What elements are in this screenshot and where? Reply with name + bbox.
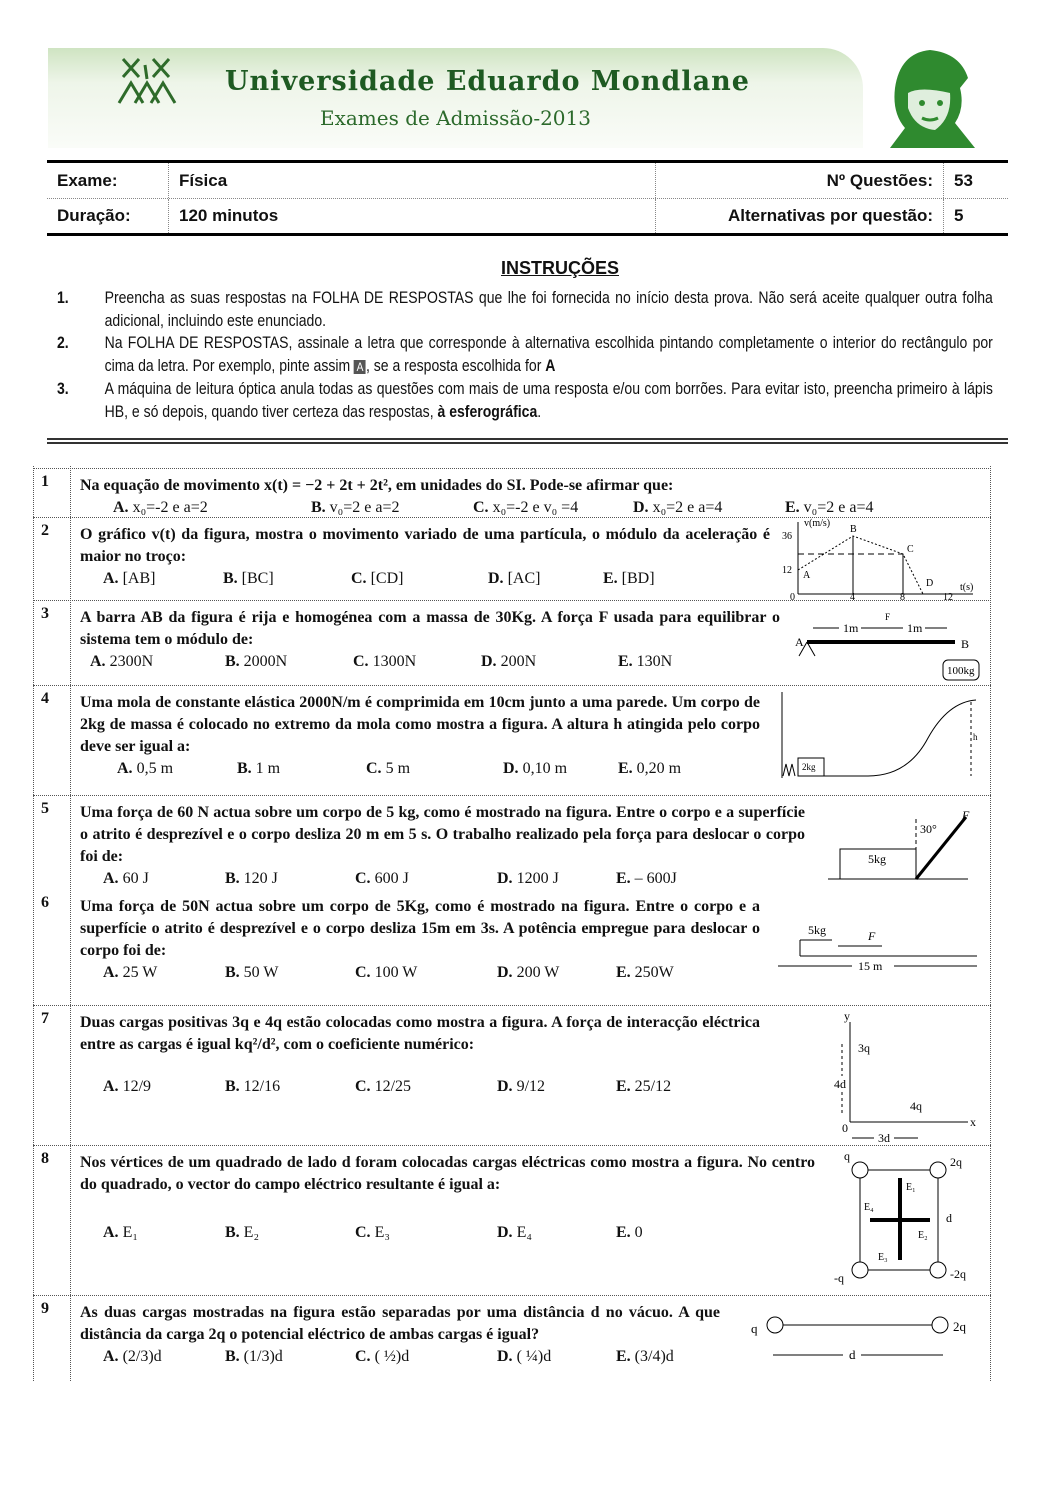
option-text: 12/25	[374, 1078, 412, 1095]
field-label: E₁	[906, 1182, 916, 1193]
option-letter: C.	[355, 964, 371, 981]
option-b[interactable]	[225, 1076, 280, 1098]
question-number: 1	[41, 473, 49, 490]
option-c[interactable]	[351, 568, 403, 590]
option-text: [BD]	[621, 570, 655, 587]
option-text: v₀=2 e a=2	[329, 499, 400, 516]
option-text: x₀=2 e a=4	[652, 499, 723, 516]
option-letter: A.	[103, 964, 119, 981]
height-label: h	[973, 732, 978, 742]
instruction-2	[57, 332, 993, 378]
velocity-time-graph	[778, 518, 988, 600]
question-number: 3	[41, 605, 49, 622]
two-charges-figure	[745, 1305, 975, 1365]
option-letter: C.	[351, 570, 367, 587]
origin-label: 0	[842, 1121, 848, 1135]
option-letter: D.	[503, 760, 519, 777]
option-text: E₁	[122, 1224, 138, 1241]
option-letter: B.	[237, 760, 252, 777]
option-b[interactable]	[225, 1222, 259, 1244]
force-label: F	[885, 612, 891, 622]
v-curve	[798, 536, 923, 594]
distance-label: d	[849, 1347, 856, 1362]
option-a[interactable]	[103, 1222, 138, 1244]
inclined-force-figure	[828, 805, 978, 885]
option-letter: D.	[481, 653, 497, 670]
instruction-text-a: A máquina de leitura óptica anula todas as questões com mais de uma resposta e/ou com borrões. Para evitar isto, preencha primeiro à lápis HB, e só depois, quando tiver certeza das respostas,	[104, 380, 993, 421]
duration-label: Duração:	[57, 206, 131, 225]
charge-label: -q	[834, 1271, 844, 1285]
option-text: 0,10 m	[522, 760, 568, 777]
option-text: [AC]	[507, 570, 541, 587]
mass-label: 5kg	[808, 923, 826, 937]
charge-q: q	[751, 1321, 758, 1336]
option-text: 1200 J	[516, 870, 559, 887]
bar-figure	[795, 610, 985, 685]
field-label: E₃	[878, 1252, 888, 1263]
option-text: E₄	[516, 1224, 532, 1241]
option-text: 1 m	[255, 760, 281, 777]
option-a[interactable]	[103, 962, 157, 984]
option-text: [AB]	[122, 570, 156, 587]
option-a[interactable]	[103, 1076, 151, 1098]
charge-label: 2q	[950, 1155, 962, 1169]
option-text: 50 W	[243, 964, 279, 981]
y-axis-label: v(m/s)	[804, 518, 831, 529]
distance-label: 1m	[907, 621, 923, 635]
point-b: B	[961, 637, 970, 651]
question-text: A barra AB da figura é rija e homogénea com a massa de 30Kg. A força F usada para equilibrar o sistema tem o módulo de:	[80, 609, 780, 648]
option-letter: A.	[103, 570, 119, 587]
x-tick: 0	[790, 592, 795, 600]
option-text: E₃	[374, 1224, 390, 1241]
exam-info-table	[47, 160, 1008, 236]
distance-label: 4d	[834, 1077, 846, 1091]
option-text: 200N	[500, 653, 537, 670]
option-b[interactable]	[225, 1346, 283, 1368]
option-e[interactable]	[618, 651, 672, 673]
option-letter: D.	[633, 499, 649, 516]
option-a[interactable]	[103, 868, 149, 890]
option-letter: A.	[103, 870, 119, 887]
instruction-text: Preencha as suas respostas na FOLHA DE RESPOSTAS que lhe foi fornecida no início desta prova. Não será aceite qualquer outra folha adicional, incluindo este enunciado.	[104, 289, 993, 330]
point-label: B	[850, 524, 857, 535]
option-text: (2/3)d	[122, 1348, 162, 1365]
option-b[interactable]	[237, 758, 280, 780]
x-tick: 4	[850, 592, 855, 600]
option-text: 100 W	[374, 964, 418, 981]
option-text: 130N	[636, 653, 673, 670]
option-text: x₀=-2 e v₀ =4	[492, 499, 579, 516]
option-letter: B.	[225, 653, 240, 670]
option-letter: A.	[103, 1224, 119, 1241]
option-text: 9/12	[516, 1078, 546, 1095]
option-text: x₀=-2 e a=2	[132, 499, 208, 516]
option-letter: B.	[225, 1078, 240, 1095]
option-b[interactable]	[225, 651, 287, 673]
option-letter: D.	[497, 964, 513, 981]
charge-3q: 3q	[858, 1041, 870, 1055]
option-text: [CD]	[370, 570, 404, 587]
option-letter: C.	[473, 499, 489, 516]
option-e[interactable]	[618, 758, 681, 780]
founder-portrait	[880, 48, 975, 148]
option-letter: A.	[117, 760, 133, 777]
option-text: 0,20 m	[636, 760, 682, 777]
option-text: 600 J	[374, 870, 409, 887]
distance-label: 1m	[843, 621, 859, 635]
option-d[interactable]	[481, 651, 536, 673]
charge-2q: 2q	[953, 1319, 966, 1334]
option-text: 25/12	[634, 1078, 672, 1095]
question-text: Duas cargas positivas 3q e 4q estão colocadas como mostra a figura. A força de interacção eléctrica entre as cargas é igual kq²/d², com o coeficiente numérico:	[80, 1014, 760, 1053]
option-letter: E.	[616, 1078, 631, 1095]
y-axis-label: y	[844, 1010, 850, 1023]
option-b[interactable]	[223, 568, 274, 590]
instructions-title: INSTRUÇÕES	[500, 258, 619, 278]
option-text: 120 J	[243, 870, 278, 887]
option-a[interactable]	[113, 497, 208, 519]
angle-label: 30°	[920, 822, 937, 836]
instruction-text-a: Na FOLHA DE RESPOSTAS, assinale a letra que corresponde à alternativa escolhida pintando completamente o interior do rectângulo por cima da letra. Por exemplo, pinte assim	[104, 334, 993, 375]
option-letter: B.	[225, 1348, 240, 1365]
option-e[interactable]	[616, 1222, 643, 1244]
question-text: Uma força de 60 N actua sobre um corpo de 5 kg, como é mostrado na figura. Entre o corpo e a superfície o atrito é desprezível e o corpo desliza 20 m em 5 s. O trabalho realizado pela força para deslocar o corpo foi de:	[80, 804, 805, 865]
mass-label: 5kg	[868, 852, 886, 866]
option-text: 12/16	[243, 1078, 281, 1095]
option-d[interactable]	[633, 497, 722, 519]
instruction-number: 2.	[57, 334, 69, 352]
option-b[interactable]	[225, 962, 278, 984]
option-text: ( ½)d	[374, 1348, 410, 1365]
option-e[interactable]	[603, 568, 655, 590]
option-d[interactable]	[497, 868, 559, 890]
option-a[interactable]	[90, 651, 153, 673]
question-number: 4	[41, 690, 49, 707]
option-letter: D.	[497, 870, 513, 887]
option-e[interactable]	[616, 962, 674, 984]
instruction-number: 3.	[57, 380, 69, 398]
option-c[interactable]	[355, 1076, 411, 1098]
option-text: E₂	[243, 1224, 260, 1241]
option-a[interactable]	[117, 758, 173, 780]
option-c[interactable]	[355, 962, 417, 984]
option-letter: C.	[366, 760, 382, 777]
instruction-3	[57, 378, 993, 423]
question-text: Na equação de movimento x(t) = −2 + 2t + 2t², em unidades do SI. Pode-se afirmar que:	[80, 477, 674, 494]
instruction-bold: A	[545, 356, 556, 375]
option-d[interactable]	[488, 568, 540, 590]
instruction-1	[57, 287, 993, 332]
option-text: 5 m	[385, 760, 411, 777]
option-text: [BC]	[241, 570, 274, 587]
side-label: d	[946, 1211, 952, 1225]
university-name: Universidade Eduardo Mondlane	[225, 66, 750, 97]
option-text: – 600J	[634, 870, 677, 887]
mass-label: 100kg	[947, 665, 975, 677]
question-number: 7	[41, 1010, 49, 1027]
option-text: 12/9	[122, 1078, 152, 1095]
option-letter: D.	[488, 570, 504, 587]
option-text: 250W	[634, 964, 674, 981]
force-label: F	[868, 929, 876, 943]
question-number: 2	[41, 522, 49, 539]
option-letter: C.	[355, 870, 371, 887]
exam-value: Física	[168, 163, 655, 198]
option-letter: A.	[90, 653, 106, 670]
option-letter: D.	[497, 1224, 513, 1241]
option-text: 25 W	[122, 964, 158, 981]
question-text: O gráfico v(t) da figura, mostra o movimento variado de uma partícula, o módulo da aceleração é maior no troço:	[80, 526, 770, 565]
charge-label: q	[844, 1150, 850, 1163]
charge-label: -2q	[950, 1267, 966, 1281]
distance-label: 15 m	[858, 959, 883, 973]
questions-value: 53	[943, 163, 1008, 198]
spring-ramp-figure	[778, 688, 983, 783]
option-d[interactable]	[503, 758, 567, 780]
option-letter: B.	[223, 570, 238, 587]
option-text: 2000N	[243, 653, 288, 670]
force-label: F	[962, 808, 970, 822]
option-text: (1/3)d	[243, 1348, 283, 1365]
instruction-bold: à esferográfica	[437, 402, 538, 421]
question-text: Uma força de 50N actua sobre um corpo de 5Kg, como é mostrado na figura. Entre o corpo e a superfície o atrito é desprezível e o corpo desliza 15m em 3s. A potência empregue para deslocar o corpo foi de:	[80, 898, 760, 959]
square-charges-figure	[830, 1150, 980, 1285]
option-d[interactable]	[497, 1222, 532, 1244]
x-tick: 8	[900, 592, 905, 600]
option-b[interactable]	[311, 497, 400, 519]
question-text: Uma mola de constante elástica 2000N/m é comprimida em 10cm junto a uma parede. Um corpo de 2kg de massa é colocado no extremo da mola como mostra a figura. A altura h atingida pelo corpo deve ser igual a:	[80, 694, 760, 755]
question-1	[33, 468, 991, 517]
option-a[interactable]	[103, 568, 155, 590]
question-number: 9	[41, 1300, 49, 1317]
option-c[interactable]	[355, 868, 409, 890]
option-a[interactable]	[103, 1346, 162, 1368]
option-c[interactable]	[355, 1222, 390, 1244]
instruction-number: 1.	[57, 289, 69, 307]
x-axis-label: t(s)	[960, 582, 974, 593]
option-letter: B.	[311, 499, 326, 516]
option-d[interactable]	[497, 1076, 545, 1098]
duration-value: 120 minutos	[168, 199, 655, 233]
option-d[interactable]	[497, 1346, 551, 1368]
instruction-text	[105, 378, 993, 423]
option-text: 200 W	[516, 964, 560, 981]
horizontal-force-figure	[772, 920, 982, 975]
option-b[interactable]	[225, 868, 278, 890]
option-letter: C.	[355, 1224, 371, 1241]
point-a: A	[795, 635, 804, 649]
option-letter: C.	[353, 653, 369, 670]
point-label: A	[803, 570, 811, 581]
options-row	[33, 497, 991, 519]
x-tick: 12	[943, 592, 953, 600]
option-text: 1300N	[372, 653, 417, 670]
instruction-text-b: .	[537, 402, 542, 421]
option-letter: E.	[618, 760, 633, 777]
option-letter: E.	[616, 1224, 631, 1241]
point-label: D	[926, 578, 934, 589]
option-letter: E.	[785, 499, 800, 516]
option-letter: D.	[497, 1078, 513, 1095]
field-label: E₂	[918, 1230, 928, 1241]
y-tick: 36	[782, 531, 792, 542]
option-text: 0,5 m	[136, 760, 174, 777]
exam-title: Exames de Admissão-2013	[320, 106, 591, 130]
charge-4q: 4q	[910, 1099, 922, 1113]
option-text: 60 J	[122, 870, 149, 887]
option-text: 2300N	[109, 653, 154, 670]
option-letter: A.	[103, 1078, 119, 1095]
option-e[interactable]	[616, 868, 677, 890]
point-label: C	[907, 544, 914, 555]
distance-label: 3d	[878, 1131, 890, 1145]
charges-axes-figure	[828, 1010, 983, 1145]
option-text: v₀=2 e a=4	[803, 499, 874, 516]
section-divider	[47, 438, 1008, 444]
option-text: (3/4)d	[634, 1348, 674, 1365]
option-letter: A.	[103, 1348, 119, 1365]
option-letter: C.	[355, 1348, 371, 1365]
option-c[interactable]	[473, 497, 578, 519]
question-number: 8	[41, 1150, 49, 1167]
option-letter: E.	[616, 964, 631, 981]
option-text: ( ¼)d	[516, 1348, 552, 1365]
question-number: 6	[41, 894, 49, 911]
field-label: E₄	[864, 1202, 874, 1213]
question-text: Nos vértices de um quadrado de lado d foram colocadas cargas eléctricas como mostra a figura. No centro do quadrado, o vector do campo eléctrico resultante é igual a:	[80, 1154, 815, 1193]
option-e[interactable]	[785, 497, 874, 519]
university-logo	[115, 55, 177, 107]
exam-label: Exame:	[57, 170, 118, 190]
option-letter: E.	[618, 653, 633, 670]
option-letter: A.	[113, 499, 129, 516]
instructions-list	[57, 287, 993, 423]
option-c[interactable]	[366, 758, 410, 780]
option-letter: B.	[225, 1224, 240, 1241]
questions-label: Nº Questões:	[655, 163, 943, 198]
x-axis-label: x	[970, 1115, 976, 1129]
question-text: As duas cargas mostradas na figura estão separadas por uma distância d no vácuo. A que distância da carga 2q o potencial eléctrico de ambas cargas é igual?	[80, 1304, 720, 1343]
alternatives-label: Alternativas por questão:	[655, 199, 943, 233]
option-letter: E.	[603, 570, 618, 587]
option-d[interactable]	[497, 962, 559, 984]
alternatives-value: 5	[943, 199, 1008, 233]
question-number: 5	[41, 800, 49, 817]
option-letter: B.	[225, 870, 240, 887]
filled-box-example: A	[354, 360, 366, 374]
instruction-text	[105, 332, 993, 378]
option-letter: E.	[616, 870, 631, 887]
option-text: 0	[634, 1224, 643, 1241]
option-c[interactable]	[355, 1346, 409, 1368]
option-c[interactable]	[353, 651, 416, 673]
option-e[interactable]	[616, 1346, 674, 1368]
y-tick: 12	[782, 565, 792, 576]
option-letter: B.	[225, 964, 240, 981]
option-letter: E.	[616, 1348, 631, 1365]
mass-label: 2kg	[802, 762, 816, 772]
instruction-text-b: , se a resposta escolhida for	[365, 356, 546, 375]
option-e[interactable]	[616, 1076, 671, 1098]
option-letter: D.	[497, 1348, 513, 1365]
option-letter: C.	[355, 1078, 371, 1095]
